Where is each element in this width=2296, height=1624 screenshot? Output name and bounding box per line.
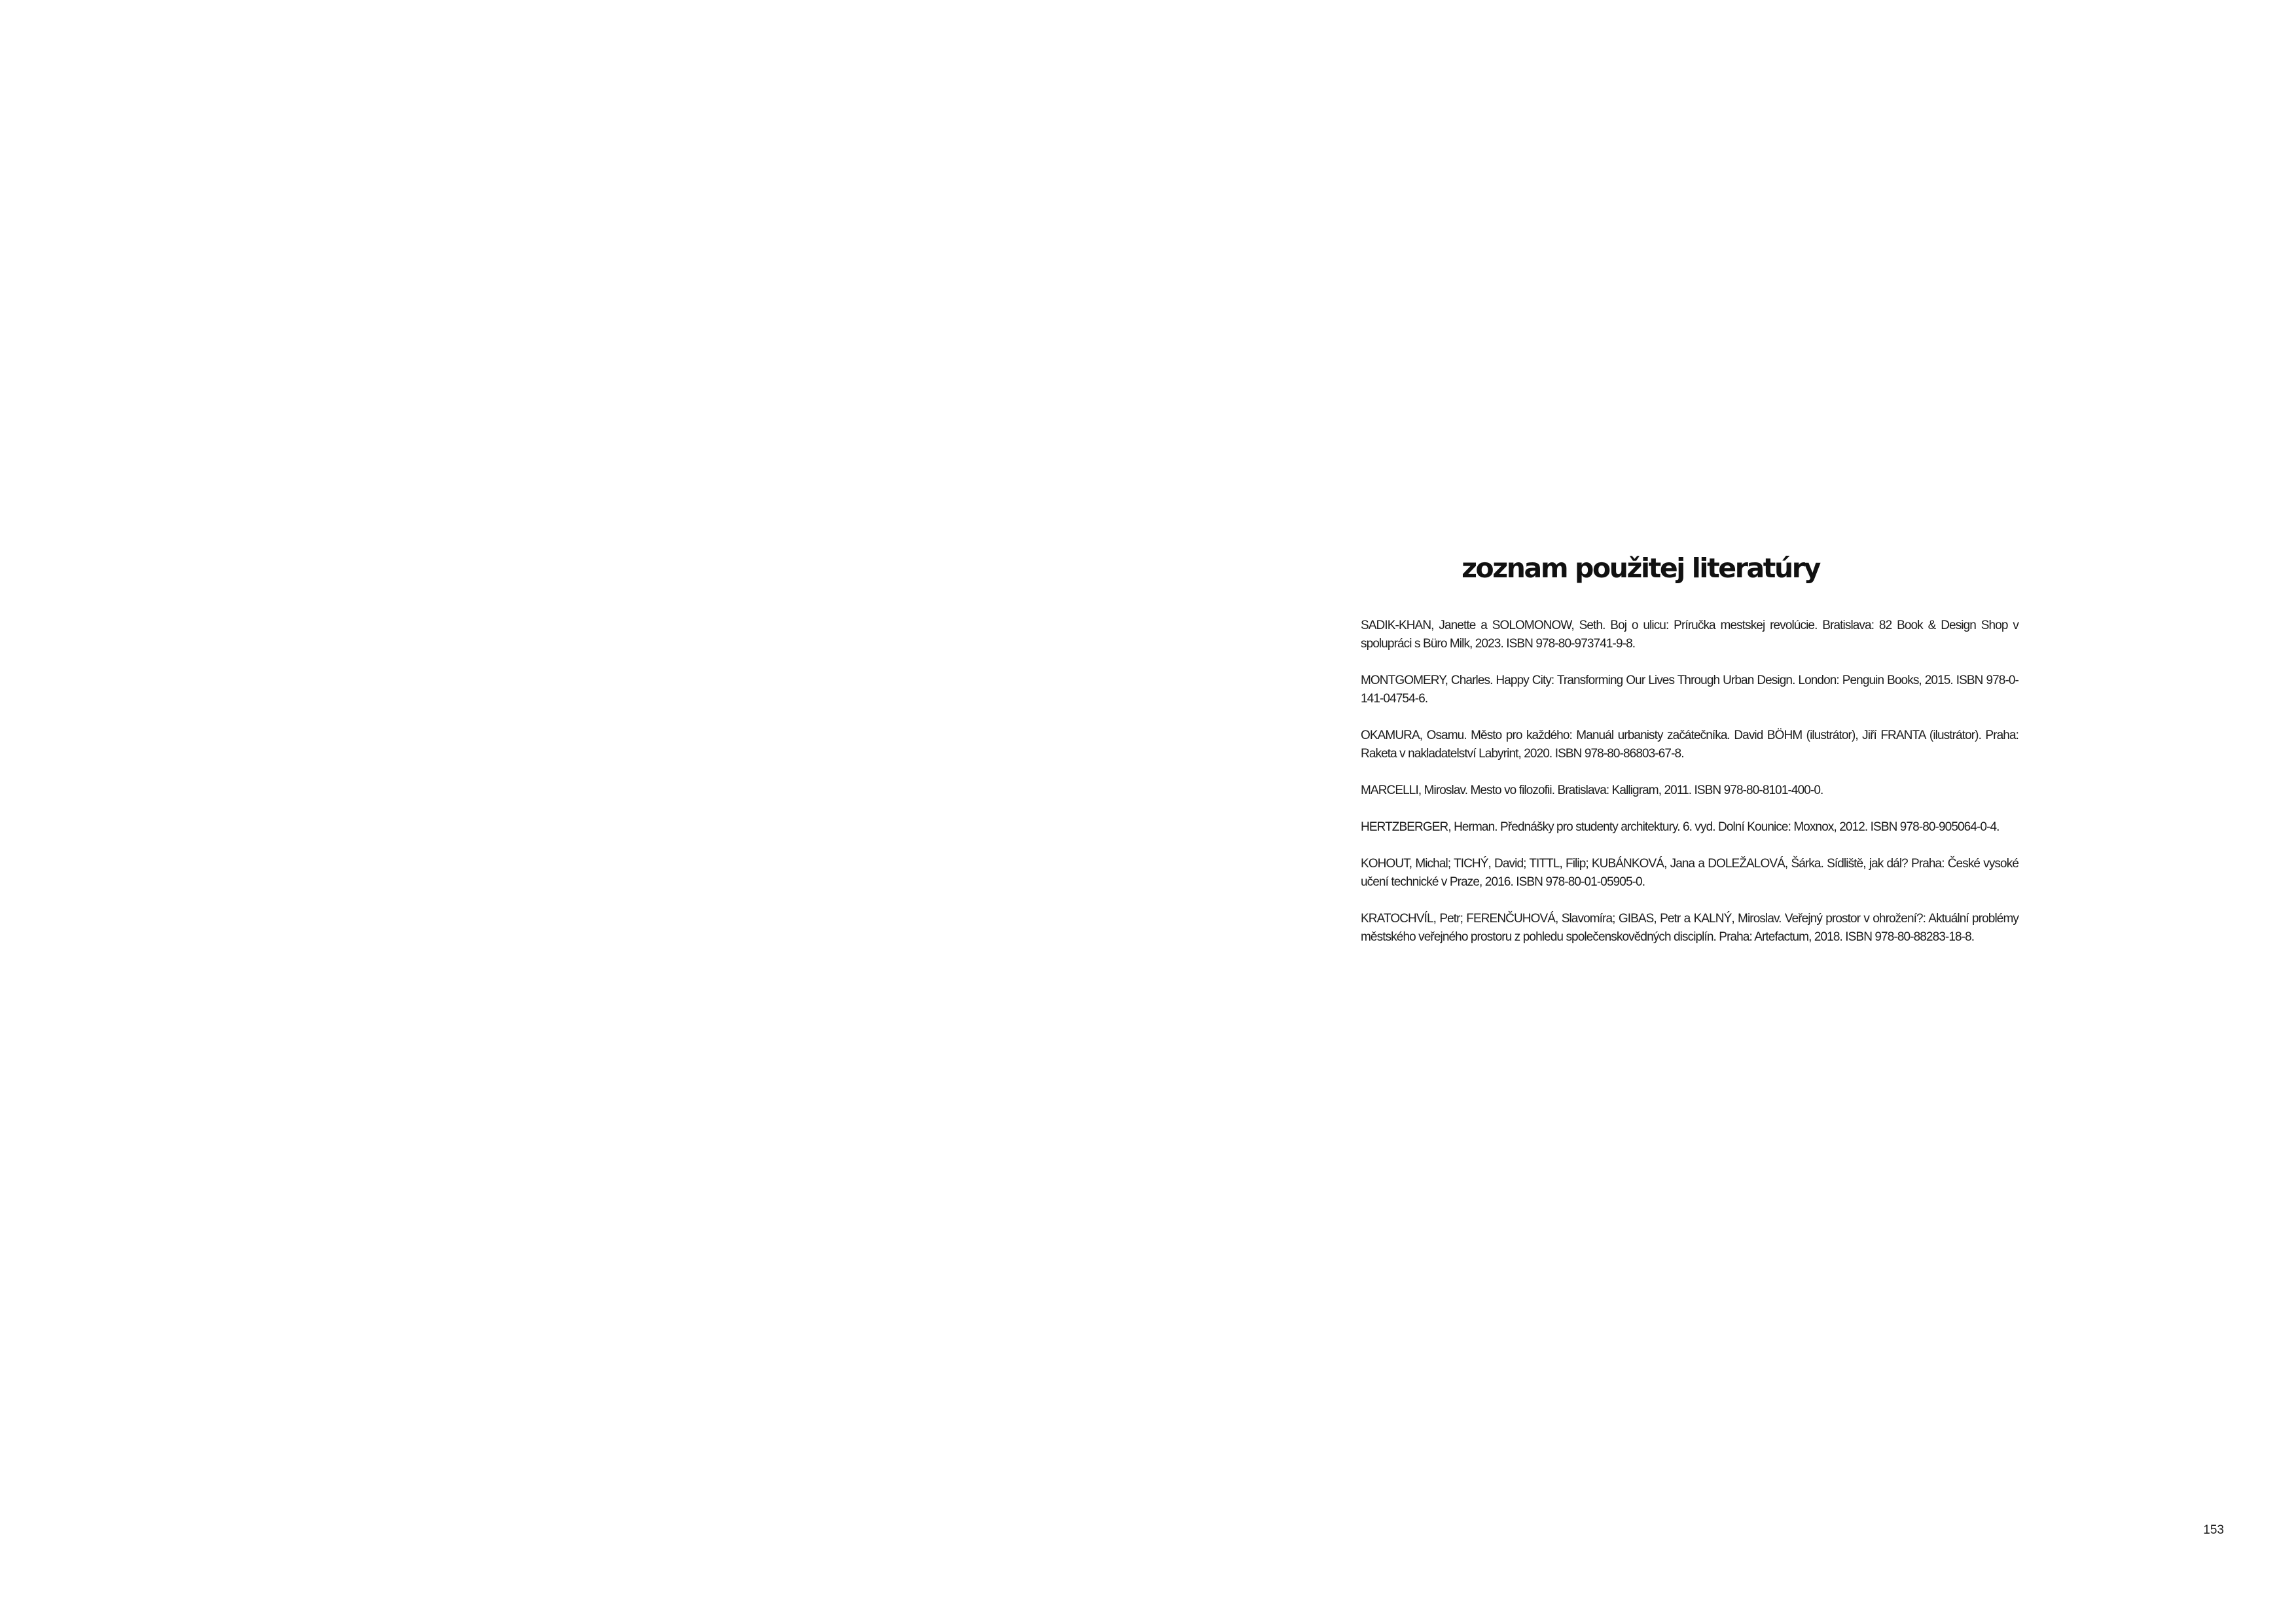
bibliography-entry: SADIK-KHAN, Janette a SOLOMONOW, Seth. Boj o ulicu: Príručka mestskej revolúcie. Bratislava: 82 Book & Design Shop v spolupráci s Büro Milk, 2023. ISBN 978-80-973741-9-8. — [1361, 619, 2018, 651]
page-title: zoznam použitej literatúry — [1462, 552, 1820, 584]
bibliography-entry: MARCELLI, Miroslav. Mesto vo filozofii. Bratislava: Kalligram, 2011. ISBN 978-80-8101-400-0. — [1361, 784, 1823, 797]
bibliography-entry: KRATOCHVÍL, Petr; FERENČUHOVÁ, Slavomíra; GIBAS, Petr a KALNÝ, Miroslav. Veřejný prostor v ohrožení?: Aktuální problémy městského veřejného prostoru z pohledu společenskovědných disciplín. Praha: Artefactum, 2018. ISBN 978-80-88283-18-8. — [1361, 912, 2018, 944]
bibliography-entry: MONTGOMERY, Charles. Happy City: Transforming Our Lives Through Urban Design. London: Penguin Books, 2015. ISBN 978-0-141-04754-6. — [1361, 674, 2018, 706]
bibliography-entry: OKAMURA, Osamu. Město pro každého: Manuál urbanisty začátečníka. David BÖHM (ilustrátor), Jiří FRANTA (ilustrátor). Praha: Raketa v nakladatelství Labyrint, 2020. ISBN 978-80-86803-67-8. — [1361, 729, 2018, 761]
bibliography-entry: HERTZBERGER, Herman. Přednášky pro studenty architektury. 6. vyd. Dolní Kounice: Moxnox, 2012. ISBN 978-80-905064-0-4. — [1361, 820, 2000, 834]
page-number: 153 — [2203, 1523, 2224, 1537]
bibliography-entry: KOHOUT, Michal; TICHÝ, David; TITTL, Filip; KUBÁNKOVÁ, Jana a DOLEŽALOVÁ, Šárka. Sídliště, jak dál? Praha: České vysoké učení technické v Praze, 2016. ISBN 978-80-01-05905-0. — [1361, 857, 2018, 889]
right-page — [1148, 0, 2296, 1624]
bibliography-list — [1361, 617, 2018, 965]
